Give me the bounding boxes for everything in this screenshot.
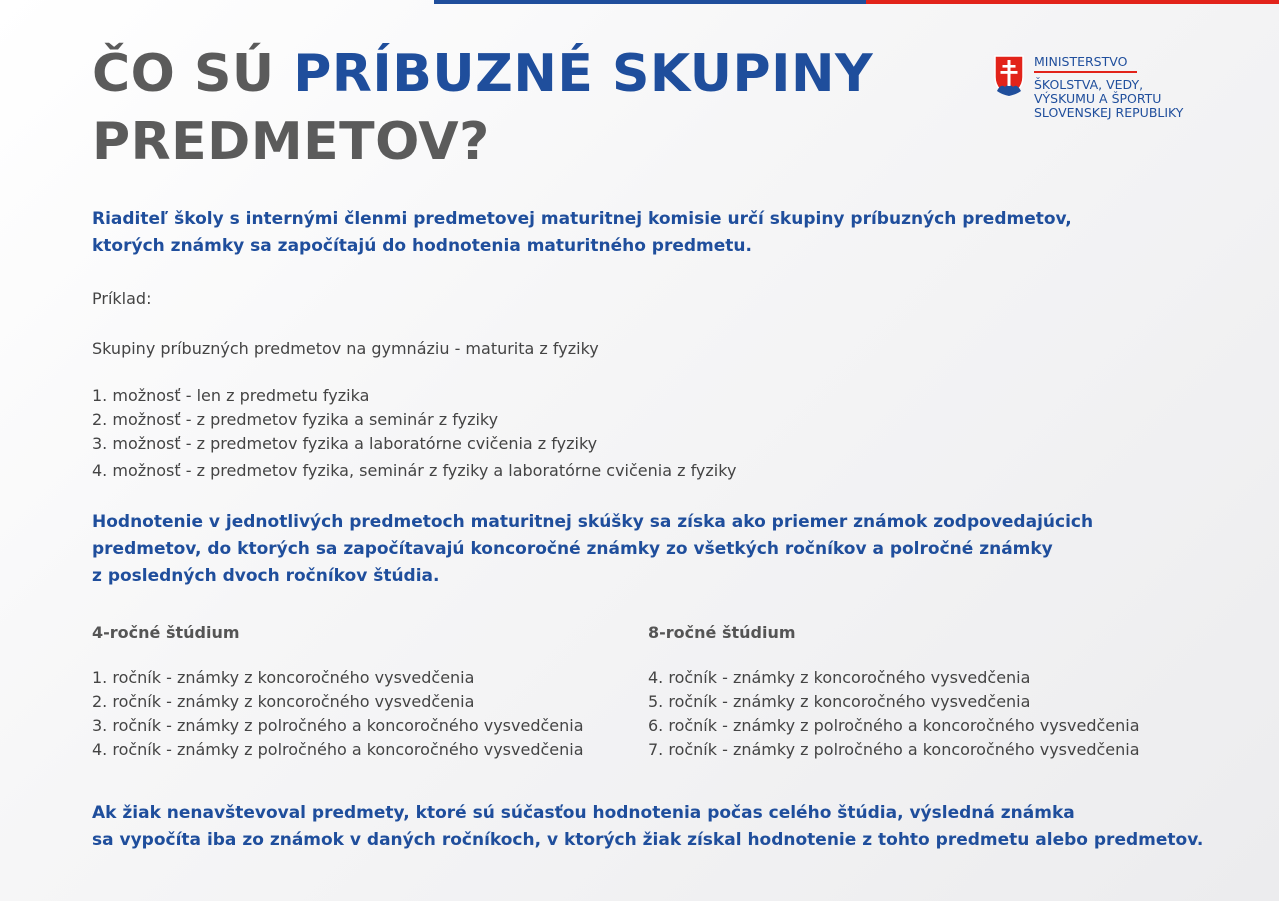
list-item: 5. ročník - známky z koncoročného vysvedčenia [648, 692, 1031, 711]
slovak-coat-of-arms-icon [993, 55, 1025, 97]
top-bar-red [866, 0, 1279, 4]
logo-line-4: SLOVENSKEJ REPUBLIKY [1034, 105, 1184, 120]
footer-paragraph [92, 800, 1203, 854]
list-item: 2. možnosť - z predmetov fyzika a seminár z fyziky [92, 410, 499, 429]
list-item: 4. ročník - známky z polročného a koncoročného vysvedčenia [92, 740, 584, 759]
intro-line-2: ktorých známky sa započítajú do hodnotenia maturitného predmetu. [92, 236, 752, 256]
study-8-list [648, 666, 1140, 762]
study-4-heading: 4-ročné štúdium [92, 623, 240, 642]
intro-paragraph [92, 206, 1072, 260]
evaluation-line-1: Hodnotenie v jednotlivých predmetoch maturitnej skúšky sa získa ako priemer známok zodpovedajúcich [92, 512, 1094, 532]
list-item: 2. ročník - známky z koncoročného vysvedčenia [92, 692, 475, 711]
intro-line-1: Riaditeľ školy s internými členmi predmetovej maturitnej komisie určí skupiny príbuzných predmetov, [92, 209, 1072, 229]
list-item: 4. ročník - známky z koncoročného vysvedčenia [648, 668, 1031, 687]
list-item: 4. možnosť - z predmetov fyzika, seminár z fyziky a laboratórne cvičenia z fyziky [92, 461, 737, 480]
evaluation-line-3: z posledných dvoch ročníkov štúdia. [92, 566, 440, 586]
study-4-list [92, 666, 584, 762]
evaluation-line-2: predmetov, do ktorých sa započítavajú koncoročné známky zo všetkých ročníkov a polročné známky [92, 539, 1053, 559]
ministry-logo [993, 55, 1183, 120]
title-part1: ČO SÚ [92, 44, 294, 104]
example-heading: Skupiny príbuzných predmetov na gymnáziu - maturita z fyziky [92, 339, 599, 358]
study-4-year-column [92, 622, 584, 762]
page-title [92, 40, 873, 176]
evaluation-paragraph [92, 509, 1093, 590]
list-item: 3. možnosť - z predmetov fyzika a laboratórne cvičenia z fyziky [92, 434, 598, 453]
footer-line-2: sa vypočíta iba zo známok v daných ročníkoch, v ktorých žiak získal hodnotenie z tohto predmetu alebo predmetov. [92, 830, 1204, 850]
list-item: 1. možnosť - len z predmetu fyzika [92, 386, 370, 405]
list-item: 1. ročník - známky z koncoročného vysvedčenia [92, 668, 475, 687]
top-color-bar [434, 0, 1279, 4]
logo-line-2: ŠKOLSTVA, VEDY, [1034, 77, 1144, 92]
list-item: 6. ročník - známky z polročného a koncoročného vysvedčenia [648, 716, 1140, 735]
logo-line-3: VÝSKUMU A ŠPORTU [1034, 91, 1162, 106]
footer-line-1: Ak žiak nenavštevoval predmety, ktoré sú súčasťou hodnotenia počas celého štúdia, výsledná známka [92, 803, 1075, 823]
top-bar-blue [434, 0, 866, 4]
title-accent: PRÍBUZNÉ SKUPINY [293, 44, 874, 104]
options-list [92, 384, 736, 483]
example-label: Príklad: [92, 289, 152, 308]
study-8-year-column [648, 622, 1140, 762]
study-8-heading: 8-ročné štúdium [648, 623, 796, 642]
list-item: 7. ročník - známky z polročného a koncoročného vysvedčenia [648, 740, 1140, 759]
title-part2: PREDMETOV? [92, 112, 490, 172]
logo-line-ministry: MINISTERSTVO [1034, 55, 1137, 73]
list-item: 3. ročník - známky z polročného a koncoročného vysvedčenia [92, 716, 584, 735]
